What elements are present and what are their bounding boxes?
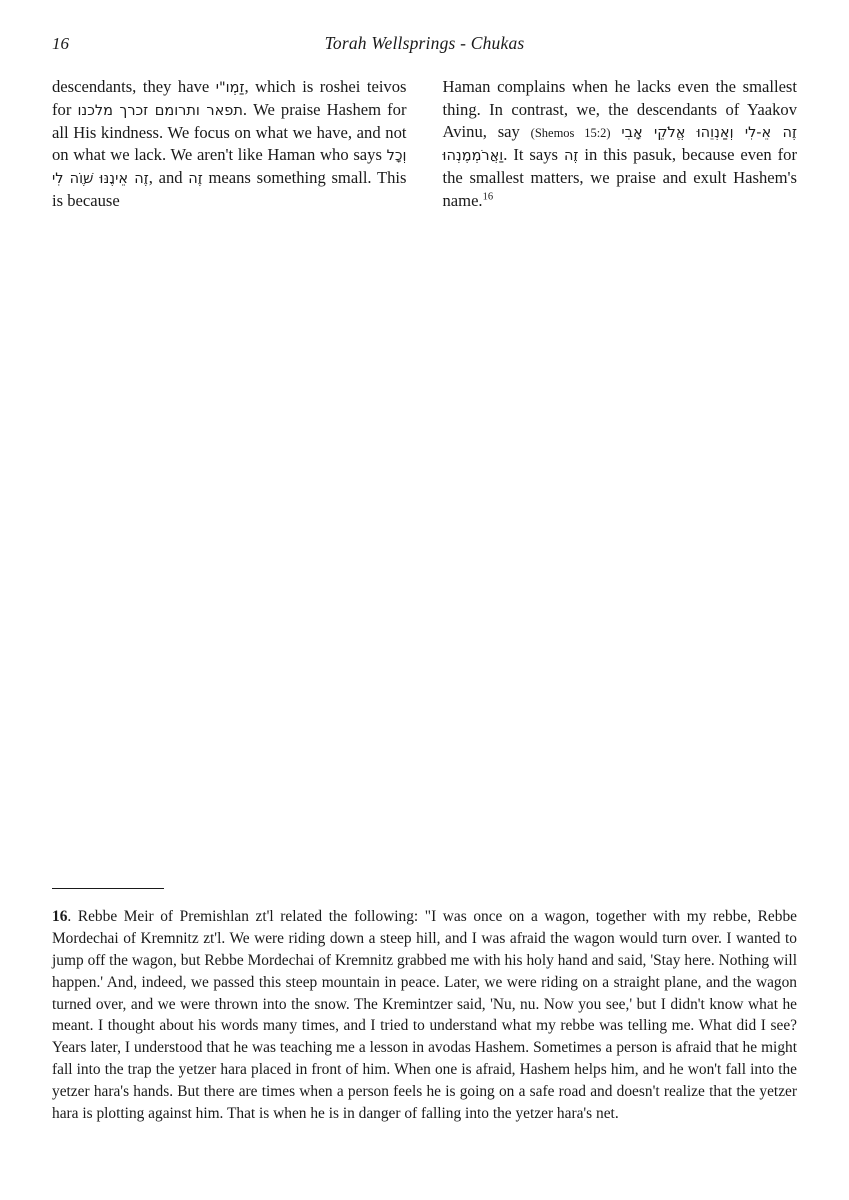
hebrew-term: זַמְו"י (215, 80, 245, 96)
hebrew-word: זֶה (563, 148, 579, 165)
footnote-entry (52, 906, 797, 1125)
text-segment: , which is roshei teivos for (52, 77, 407, 119)
body-columns (52, 76, 797, 213)
running-head (52, 30, 797, 62)
hebrew-word: זֶה (188, 171, 203, 188)
footnote-separator-rule (52, 888, 164, 889)
text-segment: Haman complains when he lacks even the smallest thing. In contrast, we, the descendants of Yaakov Avinu, say (442, 77, 797, 142)
text-segment: . We praise Hashem for all His kindness. We focus on what we have, and not on what we lack. We aren't like Haman who says (52, 99, 407, 165)
paragraph-right (443, 76, 798, 213)
text-segment: . It says (503, 145, 564, 165)
book-title: Torah Wellsprings - Chukas (324, 33, 525, 53)
hebrew-quote: וְכָל זֶה אֵינֶנּוּ שׁוֶֹה לִי (52, 148, 407, 188)
footnote-marker[interactable]: 16 (482, 191, 494, 203)
source-citation: (Shemos 15:2) (530, 126, 611, 141)
paragraph-left (52, 76, 407, 213)
footnote-number: 16 (52, 908, 68, 925)
text-segment: descendants, they have (52, 77, 216, 96)
footnote-body: . Rebbe Meir of Premishlan zt'l related the following: "I was once on a wagon, together with my rebbe, Rebbe Mordechai of Kremnitz zt'l. We were riding down a steep hill, and I was afraid the wagon would turn over. I wanted to jump off the wagon, but Rebbe Mordechai of Kremnitz grabbed me with his holy hand and said, 'Stay here. Nothing will happen.' And, indeed, we passed this steep mountain in peace. Later, we were riding on a straight plane, and the wagon turned over, and we were thrown into the snow. The Kremintzer said, 'Nu, nu. Now you see,' but I didn't know what he meant. I thought about his words many times, and I tried to understand what my rebbe was telling me. What did I see? Years later, I understood that he was teaching me a lesson in avodas Hashem. Sometimes a person is afraid that he might fall into the trap the yetzer hara placed in front of him. When one is afraid, Hashem helps him, and he won't fall into the yetzer hara's hands. But there are times when a person feels he is going on a safe road and doesn't realize that the yetzer hara is plotting against him. That is when he is in danger of falling into the yetzer hara's net. (52, 908, 797, 1122)
footnote-area (52, 888, 797, 1125)
column-left (52, 76, 407, 213)
column-right (443, 76, 798, 213)
hebrew-phrase: תפאר ותרומם זכרך מלכנו (77, 102, 243, 119)
text-segment: means something small. This is because (52, 168, 407, 211)
text-segment: , and (148, 168, 189, 188)
text-segment: in this pasuk, because even for the smallest matters, we praise and exult Hashem's name. (442, 145, 797, 210)
page-number: 16 (52, 34, 69, 53)
hebrew-pasuk: זֶה אֵ-לִי וְאַנְוֵהוּ אֱלֹקֵי אָבִי וַאֲרֹמְמֶנְהוּ (442, 125, 797, 165)
